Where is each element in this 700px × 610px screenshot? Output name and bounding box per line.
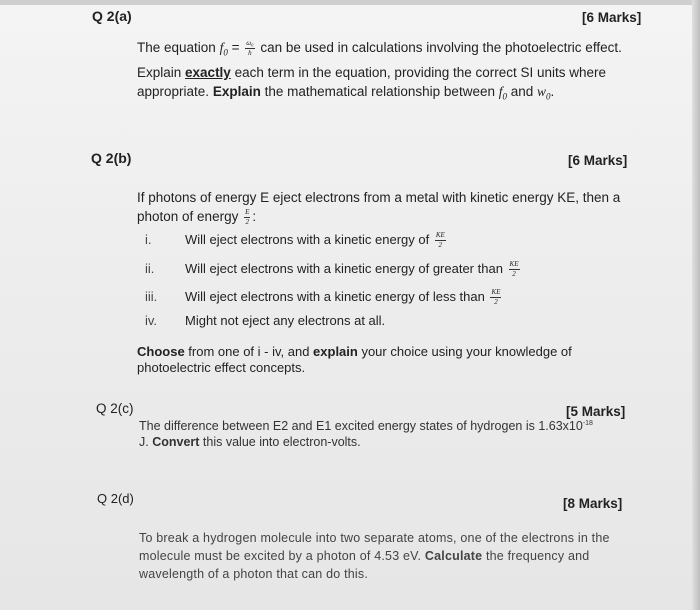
option-ii-number: ii. [145, 261, 155, 276]
q2b-instruction [137, 344, 637, 376]
q2c-text-3: this value into electron-volts. [199, 435, 361, 450]
q2a-marks: [6 Marks] [582, 10, 642, 25]
choose-emphasis: Choose [137, 344, 185, 359]
explain-emphasis-2: explain [313, 344, 358, 359]
q2b-instruction-1: from one of i - iv, and [184, 344, 314, 359]
option-ii-text: Will eject electrons with a kinetic energy of greater than [185, 261, 507, 276]
option-iii-text: Will eject electrons with a kinetic energy of less than [185, 289, 489, 304]
q2a-text [137, 38, 642, 106]
convert-emphasis: Convert [152, 435, 200, 450]
w0-symbol: $w_0$ [537, 83, 551, 102]
q2b-marks: [6 Marks] [568, 153, 628, 168]
option-iv [145, 313, 385, 328]
ke-over-2-fraction: $\frac{KE}{2}$ [491, 288, 501, 307]
q2d-text-2: the frequency and wavelength of a photon that can do this. [139, 549, 590, 581]
f0-symbol-2: $f_0$ [498, 83, 507, 102]
q2d-text-1: To break a hydrogen molecule into two separate atoms, one of the electrons in the molecule must be excited by a photon of 4.53 eV. [139, 531, 610, 563]
q2a-label: Q 2(a) [92, 8, 132, 24]
option-i-text: Will eject electrons with a kinetic energy of [185, 232, 433, 247]
q2a-text-6: . [550, 83, 555, 99]
q2b-intro [137, 188, 637, 226]
photo-edge-top [0, 0, 700, 5]
ke-over-2-fraction: $\frac{KE}{2}$ [509, 260, 519, 279]
q2b-intro-text: If photons of energy E eject electrons from a metal with kinetic energy KE, then a photon of energy [137, 190, 621, 224]
explain-emphasis: Explain [212, 83, 261, 99]
q2b-instruction-2: your choice using your knowledge of photoelectric effect concepts. [137, 344, 572, 375]
q2a-text-2: can be used in calculations involving the photoelectric effect. Explain [137, 40, 622, 80]
equals-sign: = [227, 40, 244, 55]
option-iv-number: iv. [145, 313, 158, 328]
q2d-label: Q 2(d) [97, 491, 134, 506]
q2a-text-1: The equation [137, 40, 220, 55]
q2a-text-4: the mathematical relationship between [260, 83, 499, 99]
q2c-marks: [5 Marks] [566, 404, 626, 419]
omega-over-h-fraction: $\frac{\text{ω₀}}{h}$ [246, 38, 254, 57]
e-over-2-fraction: $\frac{E}{2}$ [245, 207, 250, 226]
q2a-text-5: and [506, 83, 538, 99]
option-i [145, 232, 448, 249]
option-i-number: i. [145, 232, 152, 247]
f0-symbol: $f_0$ [219, 40, 228, 58]
option-iii [145, 289, 503, 306]
q2c-text-2: J. [139, 435, 153, 450]
photo-edge-right [692, 0, 700, 610]
exactly-emphasis: exactly [185, 64, 231, 80]
q2c-text [139, 416, 594, 450]
ke-over-2-fraction: $\frac{KE}{2}$ [435, 231, 445, 250]
q2c-text-1: The difference between E2 and E1 excited energy states of hydrogen is 1.63x10 [139, 419, 583, 434]
q2c-exponent: -18 [582, 420, 593, 427]
q2b-label: Q 2(b) [91, 150, 132, 166]
q2c-label: Q 2(c) [96, 401, 134, 416]
option-ii [145, 261, 522, 278]
calculate-emphasis: Calculate [424, 549, 483, 563]
q2b-intro-colon: : [252, 209, 257, 224]
q2d-text [139, 529, 629, 583]
q2d-marks: [8 Marks] [563, 496, 623, 511]
option-iii-number: iii. [145, 289, 158, 304]
option-iv-text: Might not eject any electrons at all. [185, 313, 386, 328]
q2a-text-3: each term in the equation, providing the correct SI units where appropriate. [137, 64, 607, 99]
